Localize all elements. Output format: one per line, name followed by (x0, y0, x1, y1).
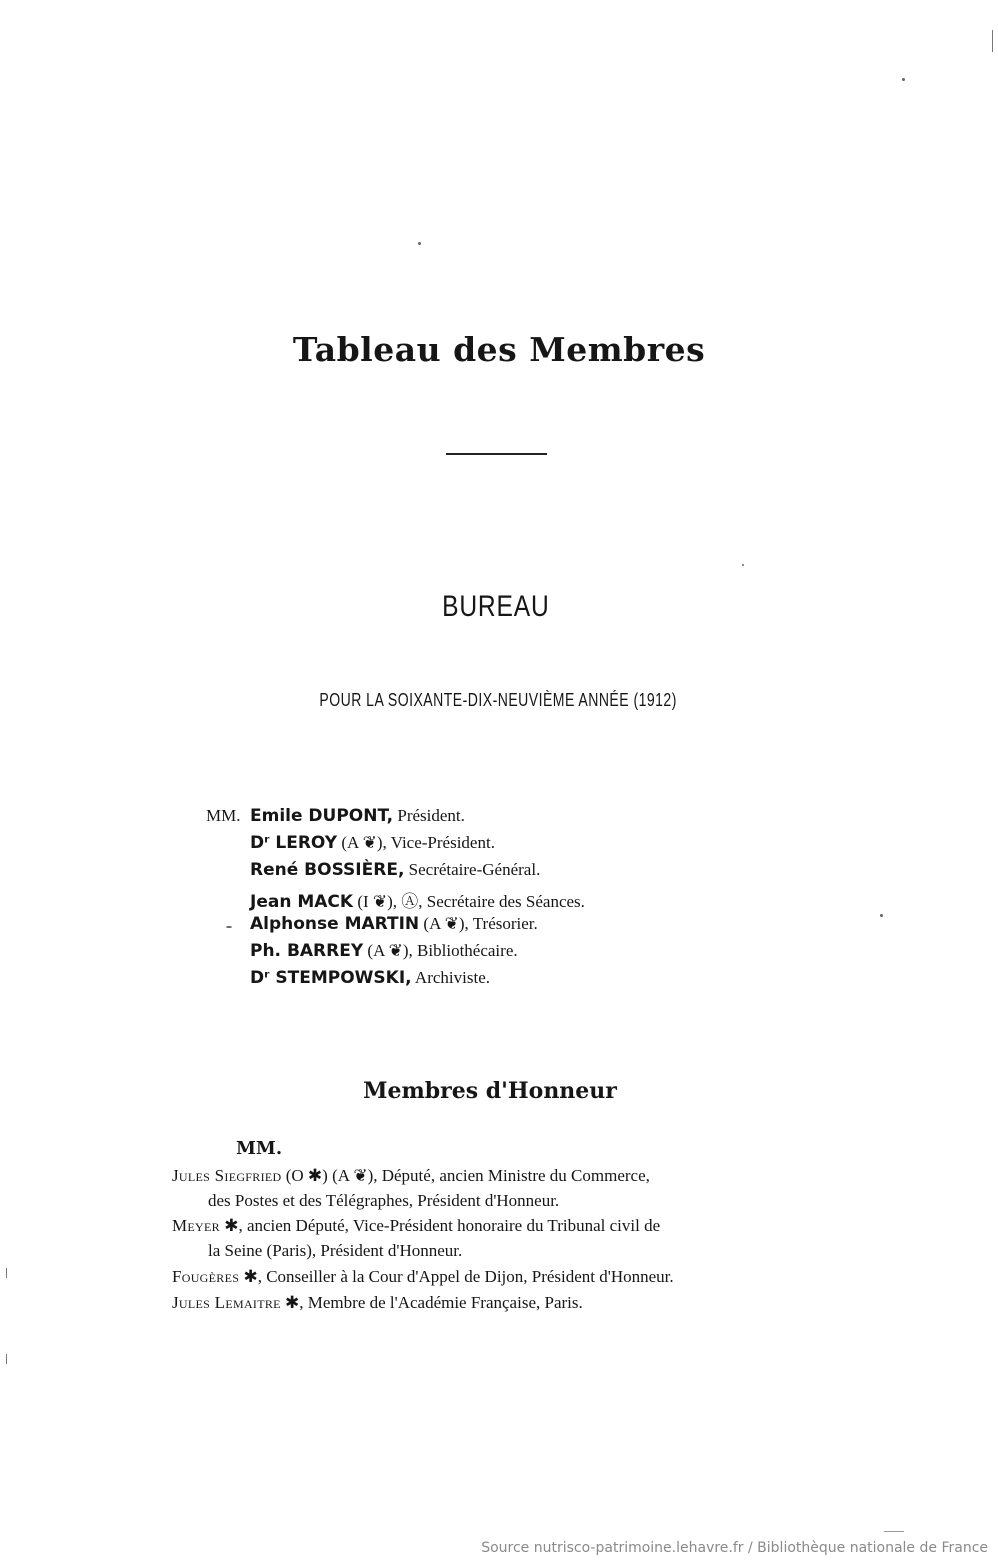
honneur-entry-meyer (172, 1216, 660, 1236)
member-name: Jean MACK (250, 892, 354, 912)
honneur-text: ✱, Membre de l'Académie Française, Paris. (280, 1293, 583, 1312)
honneur-text: ✱, ancien Député, Vice-Président honoraire du Tribunal civil de (219, 1216, 661, 1235)
member-role: (A ❦), Trésorier. (419, 914, 538, 933)
source-attribution: Source nutrisco-patrimoine.lehavre.fr / Bibliothèque nationale de France (481, 1540, 988, 1556)
member-role: Secrétaire-Général. (404, 860, 541, 879)
bureau-member-vice-president (250, 833, 495, 853)
member-name: Ph. BARREY (250, 941, 364, 961)
bureau-member-president (250, 806, 465, 826)
bureau-member-secretaire-seances (250, 887, 585, 912)
bureau-member-tresorier (250, 914, 538, 934)
honneur-prefix: MM. (236, 1138, 283, 1159)
bureau-member-secretaire-general (250, 860, 540, 880)
honneur-entry-continuation: des Postes et des Télégraphes, Président d'Honneur. (208, 1191, 560, 1210)
honneur-name: Jules Lemaitre (172, 1293, 281, 1312)
member-role: (I ❦), Ⓐ, Secrétaire des Séances. (353, 892, 585, 911)
scan-speck (226, 926, 232, 928)
honneur-name: Meyer (172, 1216, 220, 1235)
scan-edge-mark (6, 1268, 7, 1278)
divider-rule (446, 453, 547, 455)
bureau-subtitle: POUR LA SOIXANTE-DIX-NEUVIÈME ANNÉE (1912) (319, 690, 677, 710)
honneur-name: Jules Siegfried (172, 1166, 282, 1185)
honneur-heading: Membres d'Honneur (363, 1078, 617, 1104)
scan-edge-mark (992, 30, 993, 52)
honneur-text: ✱, Conseiller à la Cour d'Appel de Dijon, Président d'Honneur. (239, 1267, 674, 1286)
scan-speck (902, 78, 905, 81)
member-name: Dʳ STEMPOWSKI, (250, 968, 412, 988)
scan-speck (418, 242, 421, 245)
bureau-member-bibliothecaire (250, 941, 518, 961)
honneur-entry-siegfried (172, 1166, 650, 1186)
member-role: Archiviste. (411, 968, 491, 987)
honneur-entry-continuation: la Seine (Paris), Président d'Honneur. (208, 1241, 463, 1260)
honneur-text: (O ✱) (A ❦), Député, ancien Ministre du Commerce, (281, 1166, 650, 1185)
scan-speck (880, 914, 883, 917)
member-role: (A ❦), Vice-Président. (337, 833, 495, 852)
scan-edge-mark (6, 1354, 7, 1364)
member-name: Emile DUPONT, (250, 806, 394, 826)
member-role: Président. (393, 806, 465, 825)
honneur-name: Fougères (172, 1267, 240, 1286)
honneur-entry-lemaitre (172, 1293, 583, 1313)
member-name: Alphonse MARTIN (250, 914, 420, 934)
page-title: Tableau des Membres (292, 330, 706, 369)
scan-speck (742, 564, 744, 566)
member-name: Dʳ LEROY (250, 833, 338, 853)
scan-edge-mark (884, 1531, 904, 1532)
member-role: (A ❦), Bibliothécaire. (363, 941, 518, 960)
bureau-member-archiviste (250, 968, 490, 988)
honneur-entry-fougeres (172, 1267, 674, 1287)
member-name: René BOSSIÈRE, (250, 860, 405, 880)
bureau-prefix: MM. (206, 806, 241, 825)
section-title-bureau: BUREAU (442, 590, 550, 623)
